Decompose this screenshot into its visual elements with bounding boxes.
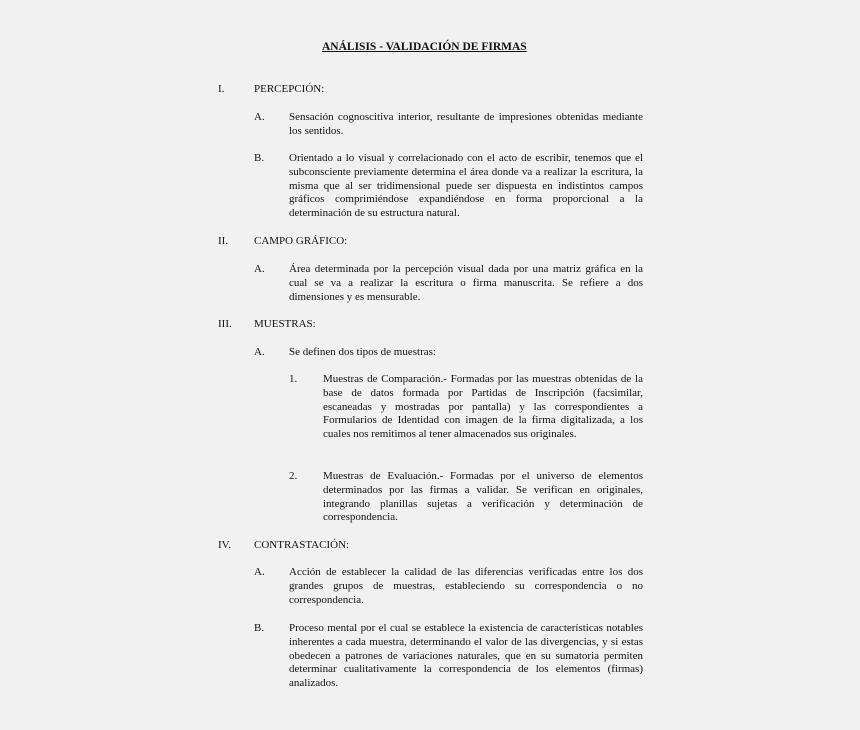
section-2-number: II. — [218, 235, 229, 247]
section-1-title: PERCEPCIÓN: — [254, 83, 325, 95]
section-3-item-a-label: A. — [254, 346, 265, 358]
section-2-title: CAMPO GRÁFICO: — [254, 235, 348, 247]
section-2-item-a-text: Área determinada por la percepción visual dada por una matriz gráfica en la cual se va a realizar la escritura o firma manuscrita. Se refiere a dos dimensiones y es mensurable. — [289, 263, 643, 303]
section-3-subitem-1-label: 1. — [289, 373, 298, 385]
section-4-item-a-label: A. — [254, 566, 265, 578]
section-1-item-b-label: B. — [254, 152, 265, 164]
section-3-title: MUESTRAS: — [254, 318, 316, 330]
section-1-item-b-text: Orientado a lo visual y correlacionado con el acto de escribir, tenemos que el subconsciente previamente determina el área donde va a realizar la escritura, la misma que al ser tridimensional puede ser dispuesta en indistintos campos gráficos comprimiéndose expandiéndose en forma proporcional a la determinación de su estructura natural. — [289, 152, 643, 220]
section-1-item-a-label: A. — [254, 111, 265, 123]
section-2-item-a-label: A. — [254, 263, 265, 275]
section-4-item-b-text: Proceso mental por el cual se establece la existencia de características notables inherentes a cada muestra, determinando el valor de las divergencias, y si estas obedecen a patrones de variaciones naturales, que en su sumatoria permiten determinar cualitativamente la correspondencia de los elementos (firmas) analizados. — [289, 622, 643, 690]
section-4-number: IV. — [218, 539, 231, 551]
section-4-item-b-label: B. — [254, 622, 265, 634]
section-1-number: I. — [218, 83, 225, 95]
section-3-item-a-text: Se definen dos tipos de muestras: — [289, 346, 436, 358]
document-title: ANÁLISIS - VALIDACIÓN DE FIRMAS — [322, 41, 527, 53]
section-4-title: CONTRASTACIÓN: — [254, 539, 350, 551]
section-3-subitem-1-text: Muestras de Comparación.- Formadas por las muestras obtenidas de la base de datos formada por Partidas de Inscripción (facsimilar, escaneadas y mostradas por pantalla) y las correspondientes a Formularios de Identidad con imagen de la firma digitalizada, a los cuales nos remitimos al tener almacenados sus originales. — [323, 373, 643, 441]
section-3-number: III. — [218, 318, 232, 330]
section-3-subitem-2-text: Muestras de Evaluación.- Formadas por el universo de elementos determinados por las firmas a validar. Se verifican en originales, integrando planillas sujetas a verificación y determinación de correspondencia. — [323, 470, 643, 524]
section-4-item-a-text: Acción de establecer la calidad de las diferencias verificadas entre los dos grandes grupos de muestras, estableciendo su correspondencia o no correspondencia. — [289, 566, 643, 606]
section-3-subitem-2-label: 2. — [289, 470, 298, 482]
section-1-item-a-text: Sensación cognoscitiva interior, resultante de impresiones obtenidas mediante los sentidos. — [289, 111, 643, 137]
